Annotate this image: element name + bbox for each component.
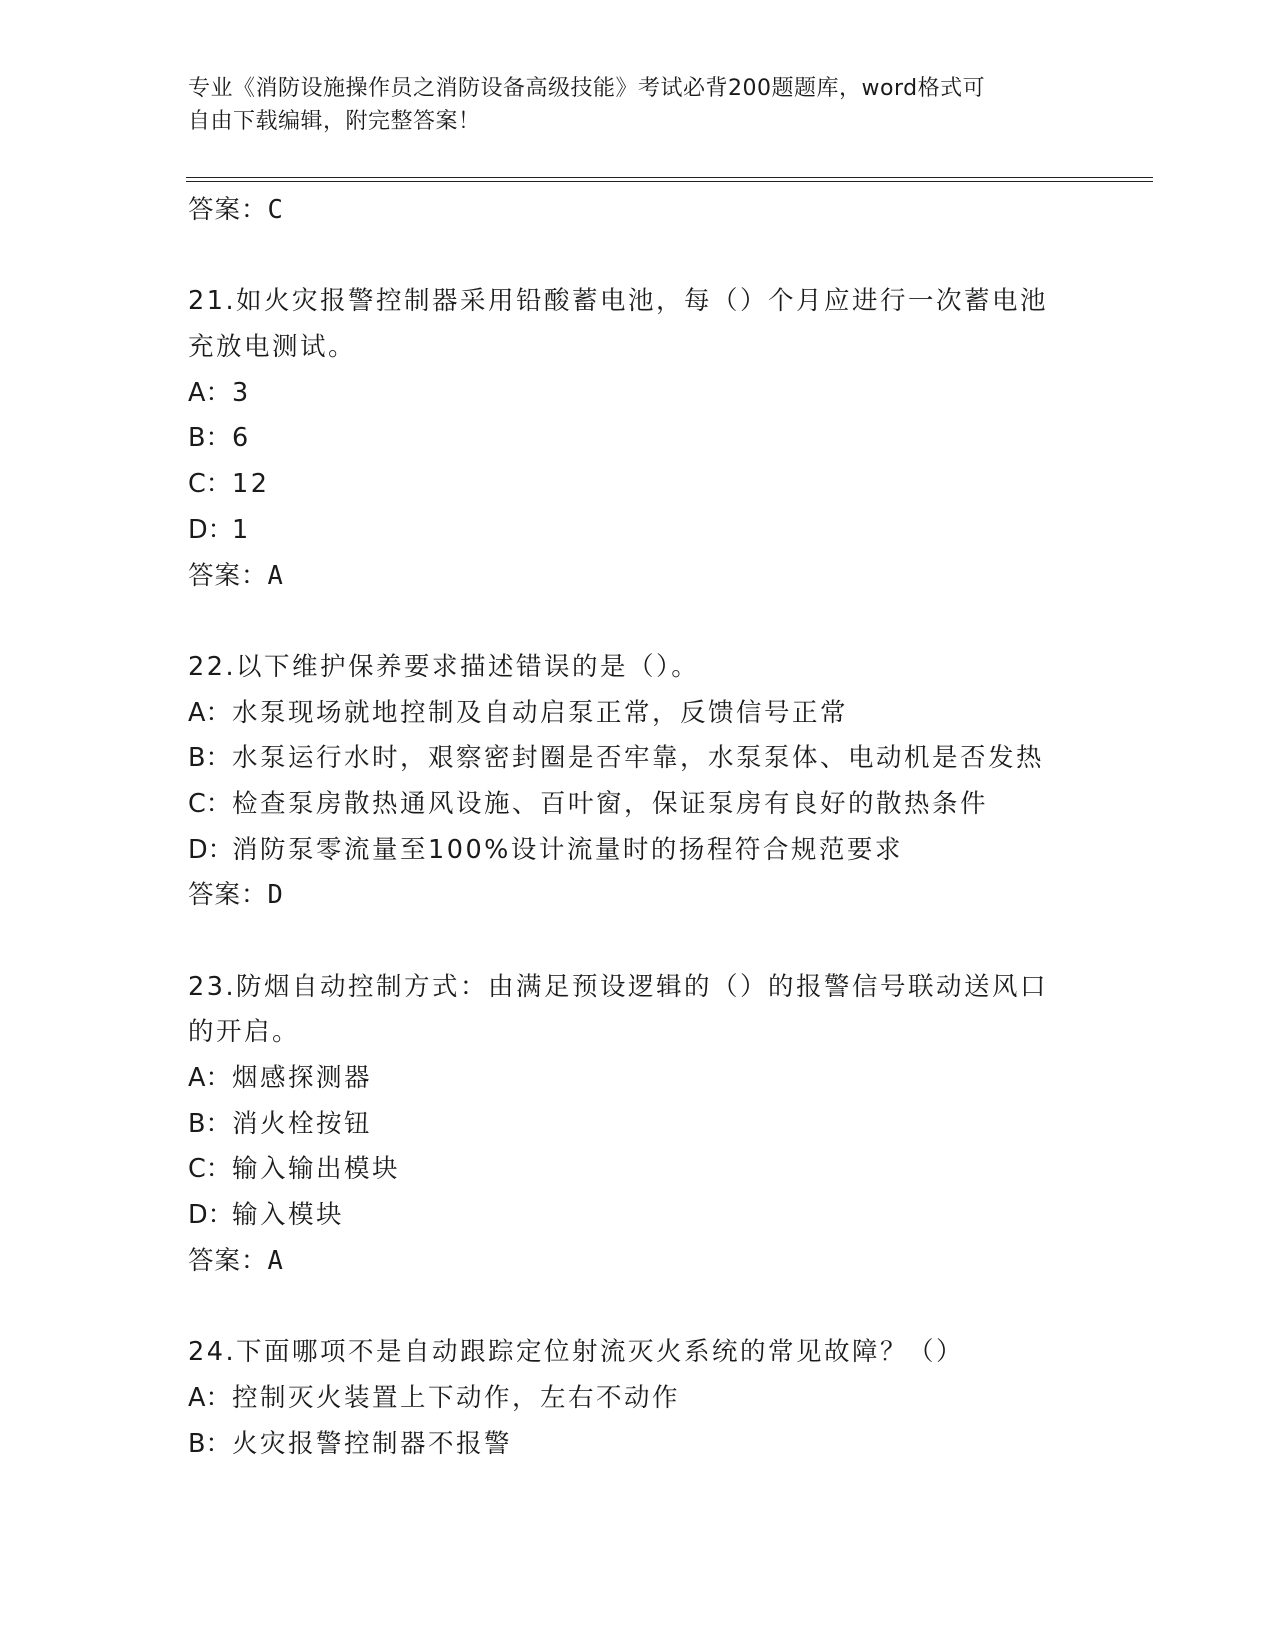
option-d: [188, 828, 1088, 874]
option-letter: C：: [188, 469, 232, 500]
option-text: 3: [232, 377, 251, 408]
option-c: [188, 782, 1088, 828]
spacer: [188, 234, 1088, 280]
option-b: [188, 736, 1088, 782]
option-b: [188, 1422, 1088, 1468]
option-letter: A：: [188, 697, 231, 728]
option-c: [188, 1147, 1088, 1193]
question-21: [188, 279, 1088, 599]
question-22: [188, 645, 1088, 919]
option-letter: D：: [188, 1200, 234, 1231]
option-a: [188, 691, 1088, 737]
option-a: [188, 1376, 1088, 1422]
option-letter: A：: [188, 1382, 231, 1413]
header-line-1: 专业《消防设施操作员之消防设备高级技能》考试必背200题题库，word格式可: [188, 76, 986, 101]
option-text: 水泵运行水时，艰察密封圈是否牢靠，水泵泵体、电动机是否发热: [232, 743, 1045, 774]
option-text: 6: [232, 423, 251, 454]
question-stem: 24.下面哪项不是自动跟踪定位射流灭火系统的常见故障？（）: [188, 1337, 965, 1368]
spacer: [188, 599, 1088, 645]
option-text: 12: [232, 469, 270, 500]
option-a: [188, 1056, 1088, 1102]
question-stem: 23.防烟自动控制方式：由满足预设逻辑的（）的报警信号联动送风口: [188, 971, 1049, 1002]
option-a: [188, 371, 1088, 417]
answer: 答案：A: [188, 1245, 284, 1276]
header-line-2: 自由下载编辑，附完整答案！: [188, 109, 481, 134]
option-text: 输入模块: [232, 1200, 345, 1231]
option-letter: C：: [188, 788, 232, 819]
option-letter: D：: [188, 834, 234, 865]
option-text: 输入输出模块: [232, 1154, 401, 1185]
option-d: [188, 508, 1088, 554]
option-letter: B：: [188, 743, 231, 774]
question-24: [188, 1330, 1088, 1467]
spacer: [188, 919, 1088, 965]
question-stem: 21.如火灾报警控制器采用铅酸蓄电池，每（）个月应进行一次蓄电池: [188, 286, 1049, 317]
previous-answer: 答案：C: [188, 195, 284, 225]
option-letter: B：: [188, 423, 231, 454]
option-text: 水泵现场就地控制及自动启泵正常，反馈信号正常: [232, 697, 849, 728]
option-letter: A：: [188, 377, 231, 408]
document-body: [188, 188, 1088, 1467]
option-text: 消火栓按钮: [232, 1108, 373, 1139]
document-header: [188, 72, 1088, 138]
option-letter: B：: [188, 1428, 231, 1459]
question-stem-continued: 充放电测试。: [188, 332, 357, 363]
answer: 答案：D: [188, 880, 284, 911]
option-letter: C：: [188, 1154, 232, 1185]
question-stem-continued: 的开启。: [188, 1017, 301, 1048]
question-23: [188, 965, 1088, 1285]
option-d: [188, 1193, 1088, 1239]
header-divider: [186, 177, 1153, 182]
option-text: 检查泵房散热通风设施、百叶窗，保证泵房有良好的散热条件: [232, 788, 989, 819]
option-letter: B：: [188, 1108, 231, 1139]
option-text: 1: [232, 514, 251, 545]
option-c: [188, 462, 1088, 508]
option-text: 火灾报警控制器不报警: [232, 1428, 513, 1459]
option-text: 烟感探测器: [232, 1063, 373, 1094]
option-letter: A：: [188, 1063, 231, 1094]
spacer: [188, 1285, 1088, 1331]
answer: 答案：A: [188, 560, 284, 591]
option-text: 消防泵零流量至100%设计流量时的扬程符合规范要求: [232, 834, 903, 865]
question-stem: 22.以下维护保养要求描述错误的是（）。: [188, 651, 700, 682]
option-b: [188, 1102, 1088, 1148]
option-letter: D：: [188, 514, 234, 545]
option-text: 控制灭火装置上下动作，左右不动作: [232, 1382, 681, 1413]
option-b: [188, 416, 1088, 462]
